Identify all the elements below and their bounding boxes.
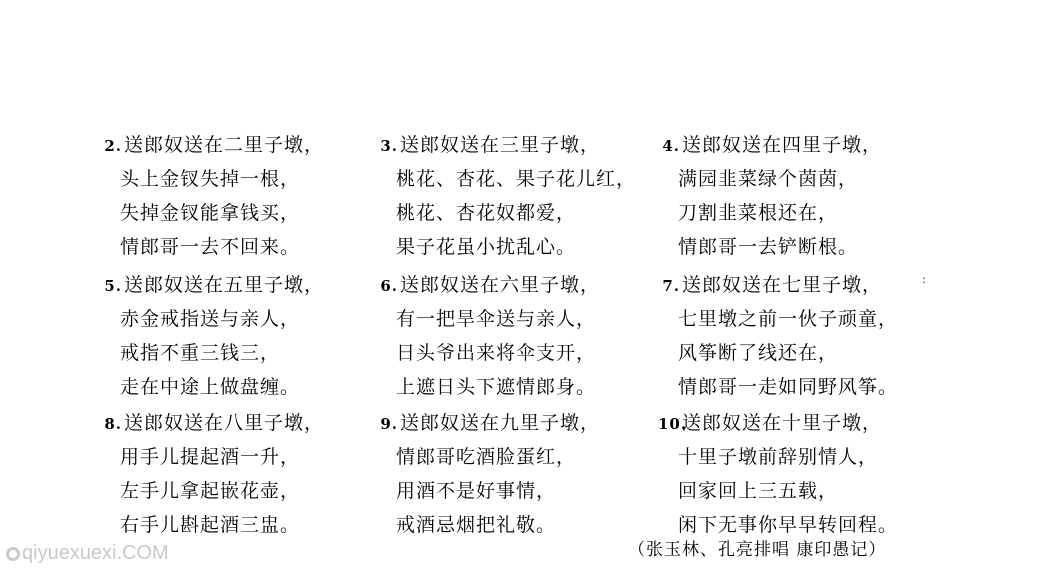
verse-line (100, 406, 380, 440)
verse-line: 桃花、杏花奴都爱， (396, 202, 577, 224)
verse-3 (376, 128, 656, 264)
verse-text: 送郎奴送在九里子墩， (400, 412, 601, 434)
verse-text: 送郎奴送在八里子墩， (124, 412, 325, 434)
verse-line: 十里子墩前辞别情人， (678, 446, 879, 468)
verse-line: 失掉金钗能拿钱买， (120, 202, 301, 224)
verse-line: 头上金钗失掉一根， (120, 168, 301, 190)
verse-line: 用酒不是好事情， (396, 480, 557, 502)
verse-line: 用手儿提起酒一升， (120, 446, 301, 468)
verse-line: 有一把旱伞送与亲人， (396, 308, 597, 330)
verse-number: 2. (104, 137, 122, 155)
verse-line (658, 268, 938, 302)
verse-9 (376, 406, 656, 542)
edge-mark: : (922, 272, 927, 286)
verse-10 (658, 406, 938, 542)
verse-line: 桃花、杏花、果子花儿红， (396, 168, 637, 190)
verse-line: 闲下无事你早早转回程。 (678, 514, 899, 536)
verse-line: 满园韭菜绿个茵茵， (678, 168, 859, 190)
watermark-text: qiyuexuexi.COM (22, 542, 169, 564)
verse-number: 10. (658, 415, 688, 433)
verse-number: 8. (104, 415, 122, 433)
verse-line: 情郎哥一去铲断根。 (678, 236, 859, 258)
verse-line: 七里墩之前一伙子顽童， (678, 308, 899, 330)
verse-line (376, 128, 656, 162)
verse-line (658, 406, 938, 440)
verse-4 (658, 128, 938, 264)
verse-text: 送郎奴送在六里子墩， (400, 274, 601, 296)
verse-5 (100, 268, 380, 404)
verse-line (658, 128, 938, 162)
verse-text: 送郎奴送在三里子墩， (400, 134, 601, 156)
verse-line: 情郎哥一走如同野风筝。 (678, 376, 899, 398)
verse-6 (376, 268, 656, 404)
verse-text: 送郎奴送在五里子墩， (124, 274, 325, 296)
verse-line: 戒指不重三钱三， (120, 342, 281, 364)
verse-line: 果子花虽小扰乱心。 (396, 236, 577, 258)
verse-8 (100, 406, 380, 542)
verse-text: 送郎奴送在四里子墩， (682, 134, 883, 156)
verse-line: 右手儿斟起酒三盅。 (120, 514, 301, 536)
verse-text: 送郎奴送在十里子墩， (682, 412, 883, 434)
verse-2 (100, 128, 380, 264)
verse-number: 5. (104, 277, 122, 295)
verse-number: 6. (380, 277, 398, 295)
verse-number: 9. (380, 415, 398, 433)
verse-number: 3. (380, 137, 398, 155)
verse-7 (658, 268, 938, 404)
verse-line: 情郎哥吃酒脸蛋红， (396, 446, 577, 468)
verse-line: 回家回上三五载， (678, 480, 839, 502)
verse-line: 赤金戒指送与亲人， (120, 308, 301, 330)
verse-line (376, 406, 656, 440)
verse-line: 日头爷出来将伞支开， (396, 342, 597, 364)
verse-line: 上遮日头下遮情郎身。 (396, 376, 597, 398)
performer-credit: （张玉林、孔亮排唱 康印愚记） (628, 540, 887, 560)
verse-line (100, 128, 380, 162)
verse-line: 戒酒忌烟把礼敬。 (396, 514, 557, 536)
verse-line: 风筝断了线还在， (678, 342, 839, 364)
verse-number: 7. (662, 277, 680, 295)
verse-line: 情郎哥一去不回来。 (120, 236, 301, 258)
verse-number: 4. (662, 137, 680, 155)
verse-line: 走在中途上做盘缠。 (120, 376, 301, 398)
watermark-logo-icon (6, 547, 20, 561)
verse-text: 送郎奴送在七里子墩， (682, 274, 883, 296)
verse-line: 刀割韭菜根还在， (678, 202, 839, 224)
verse-line (100, 268, 380, 302)
verse-line (376, 268, 656, 302)
verse-line: 左手儿拿起嵌花壶， (120, 480, 301, 502)
site-watermark (6, 540, 169, 566)
verse-text: 送郎奴送在二里子墩， (124, 134, 325, 156)
